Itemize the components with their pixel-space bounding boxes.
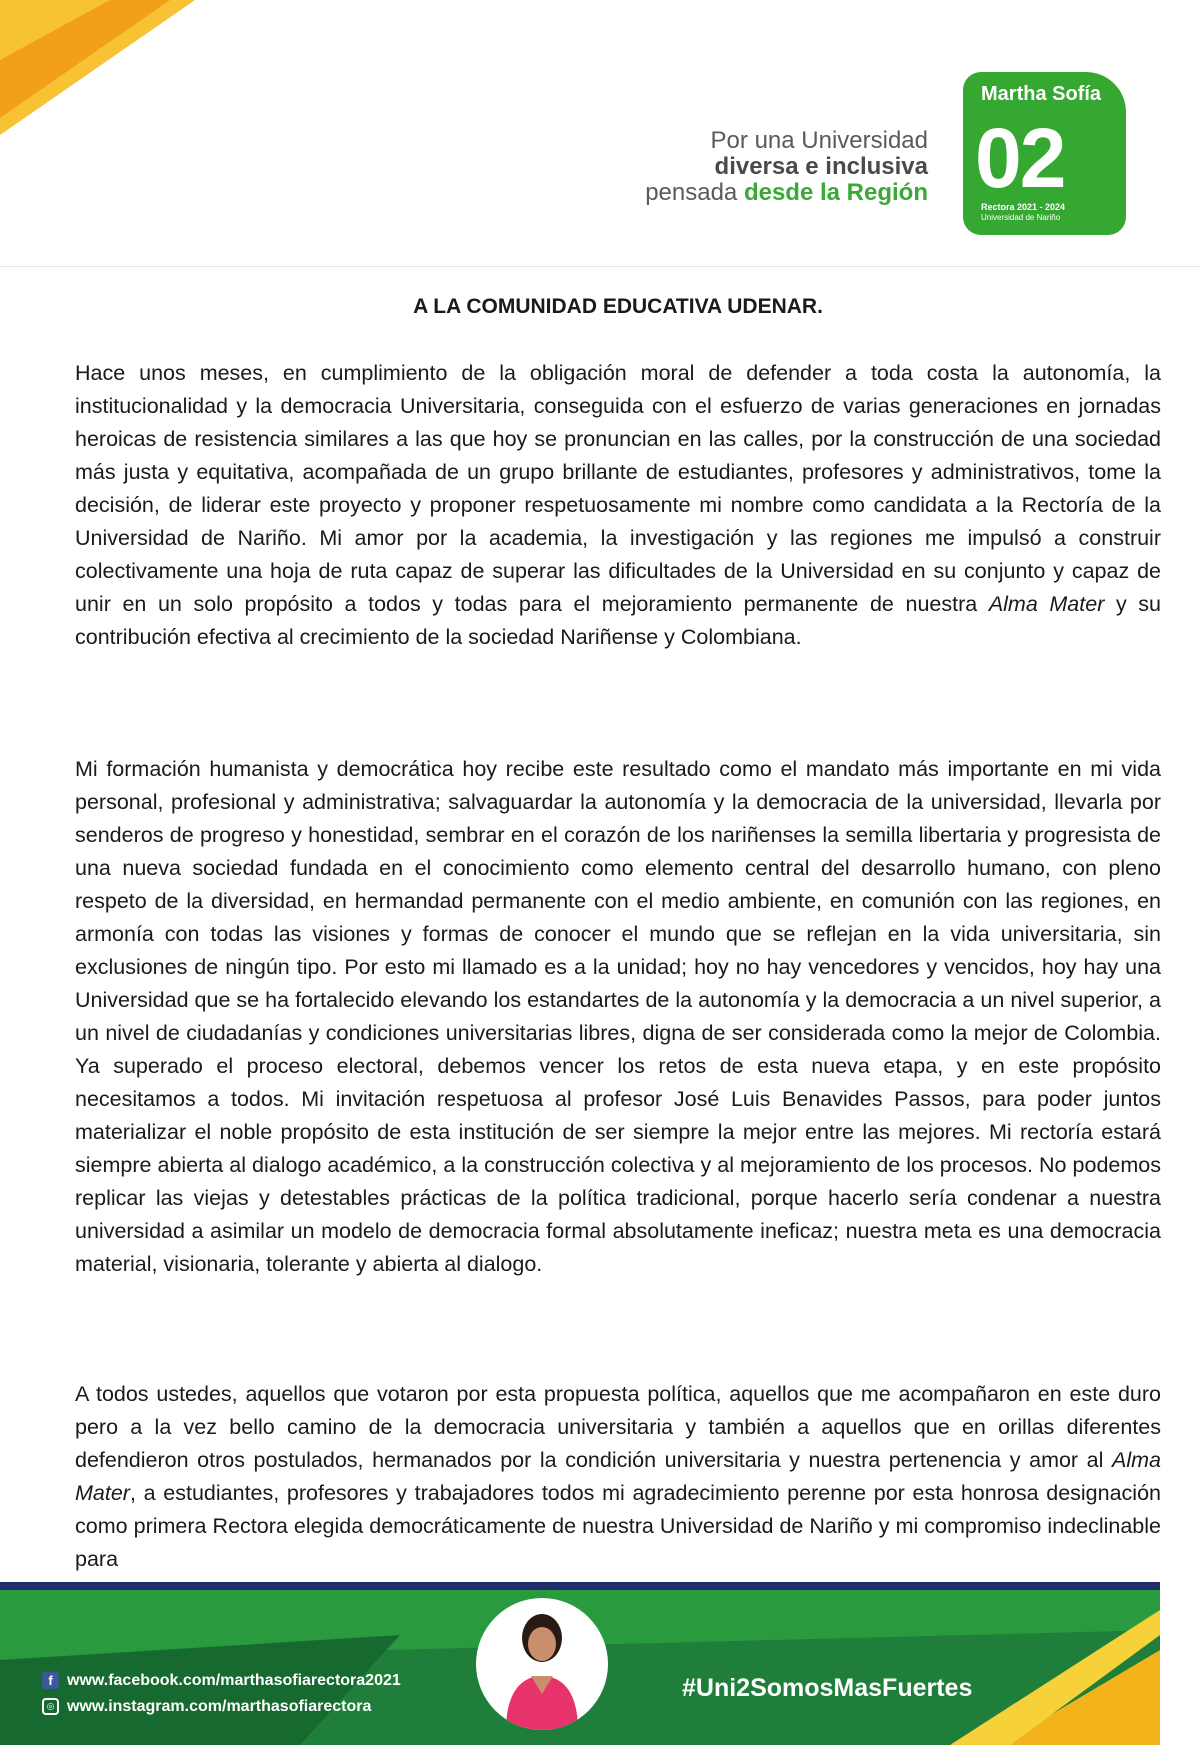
slogan-line-3: pensada desde la Región	[645, 179, 928, 206]
badge-subtitle-university: Universidad de Nariño	[981, 213, 1061, 222]
header-divider	[0, 266, 1200, 267]
slogan-line-2: diversa e inclusiva	[714, 153, 928, 180]
badge-subtitle-term: Rectora 2021 - 2024	[981, 202, 1066, 212]
instagram-icon: ◎	[42, 1698, 59, 1715]
footer-top-stripe	[0, 1582, 1160, 1590]
letter-heading: A LA COMUNIDAD EDUCATIVA UDENAR.	[413, 295, 823, 318]
campaign-hashtag: #Uni2SomosMasFuertes	[682, 1674, 973, 1702]
instagram-link[interactable]: ◎ www.instagram.com/marthasofiarectora	[42, 1698, 371, 1716]
slogan-line-1: Por una Universidad	[710, 127, 928, 154]
letter-paragraph-2: Mi formación humanista y democrática hoy recibe este resultado como el mandato más importante en mi vida personal, profesional y administrativa; salvaguardar la autonomía y la democracia de la universidad, llevarla por senderos de progreso y honestidad, sembrar en el corazón de los nariñenses la semilla libertaria y progresista de una nueva sociedad fundada en el conocimiento como elemento central del desarrollo humano, con pleno respeto de la diversidad, en hermandad permanente con el medio ambiente, en comunión con las regiones, en armonía con todas las visiones y formas de conocer el mundo que se reflejan en la vida universitaria, sin exclusiones de ningún tipo. Por esto mi llamado es a la unidad; hoy no hay vencedores y vencidos, hoy hay una Universidad que se ha fortalecido elevando los estandartes de la autonomía y la democracia a un nivel superior, a un nivel de ciudadanías y condiciones universitarias libres, digna de ser considerada como la mejor de Colombia. Ya superado el proceso electoral, debemos vencer los retos de esta nueva etapa, y en este propósito necesitamos a todos. Mi invitación respetuosa al profesor José Luis Benavides Passos, para poder juntos materializar el noble propósito de esta institución de ser siempre la mejor entre las mejores. Mi rectoría estará siempre abierta al dialogo académico, a la construcción colectiva y al mejoramiento de los procesos. No podemos replicar las viejas y detestables prácticas de la política tradicional, porque hacerlo sería condenar a nuestra universidad a asimilar un modelo de democracia formal absolutamente ineficaz; nuestra meta es una democracia material, visionaria, tolerante y abierta al dialogo.	[75, 757, 1161, 1276]
badge-number: 02	[975, 111, 1065, 205]
corner-accent-shape	[0, 0, 200, 140]
facebook-link[interactable]: f www.facebook.com/marthasofiarectora2021	[42, 1672, 401, 1690]
footer-banner	[0, 1582, 1160, 1745]
candidate-photo	[476, 1598, 608, 1730]
header-slogan	[645, 128, 928, 206]
badge-name: Martha Sofía	[981, 83, 1102, 105]
alma-mater-italic: Alma Mater	[75, 1448, 1161, 1505]
facebook-icon: f	[42, 1672, 59, 1689]
letter-paragraph-1: Hace unos meses, en cumplimiento de la obligación moral de defender a toda costa la autonomía, la institucionalidad y la democracia Universitaria, conseguida con el esfuerzo de varias generaciones en jornadas heroicas de resistencia similares a las que hoy se pronuncian en las calles, por la construcción de una sociedad más justa y equitativa, acompañada de un grupo brillante de estudiantes, profesores y administrativos, tome la decisión, de liderar este proyecto y proponer respetuosamente mi nombre como candidata a la Rectoría de la Universidad de Nariño. Mi amor por la academia, la investigación y las regiones me impulsó a construir colectivamente una hoja de ruta capaz de superar las dificultades de la Universidad en su conjunto y capaz de unir en un solo propósito a todos y todas para el mejoramiento permanente de nuestra Alma Mater y su contribución efectiva al crecimiento de la sociedad Nariñense y Colombiana.	[75, 361, 1162, 649]
letter-paragraph-3: A todos ustedes, aquellos que votaron por esta propuesta política, aquellos que me acompañaron en este duro pero a la vez bello camino de la democracia universitaria y también a aquellos que en orillas diferentes defendieron otros postulados, hermanados por la condición universitaria y nuestra pertenencia y amor al Alma Mater, a estudiantes, profesores y trabajadores todos mi agradecimiento perenne por esta honrosa designación como primera Rectora elegida democráticamente de nuestra Universidad de Nariño y mi compromiso indeclinable para	[75, 1382, 1161, 1571]
alma-mater-italic: Alma Mater	[988, 592, 1105, 616]
candidate-badge	[963, 72, 1126, 235]
